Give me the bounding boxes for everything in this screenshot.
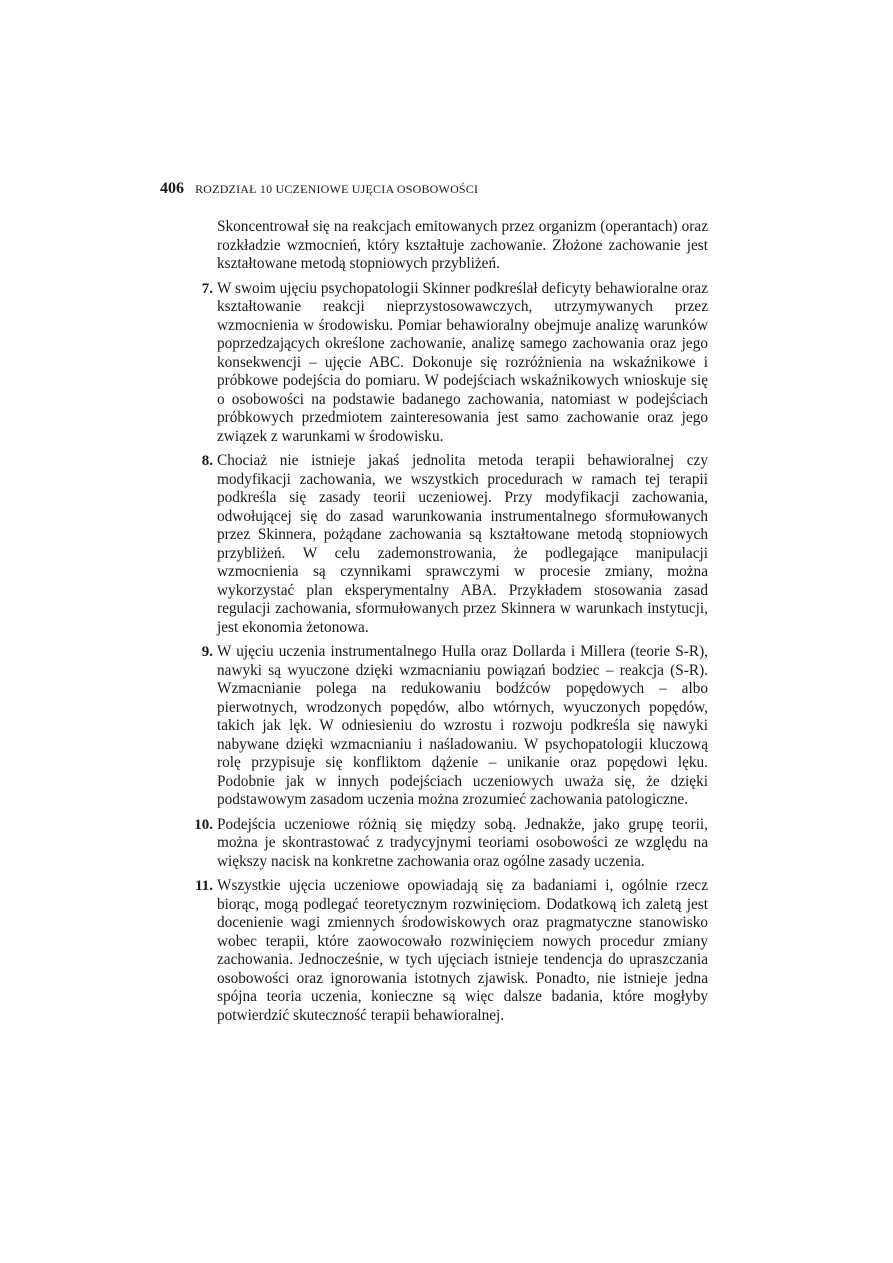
item-number: 10. [194, 816, 213, 833]
list-item-11 [189, 877, 708, 1025]
item-number: 8. [201, 453, 213, 469]
list-item-10 [189, 816, 708, 872]
item-number: 11. [195, 878, 213, 894]
running-head: ROZDZIAŁ 10 UCZENIOWE UJĘCIA OSOBOWOŚCI [195, 182, 479, 196]
item-number: 7. [201, 280, 213, 297]
item-text: Wszystkie ujęcia uczeniowe opowiadają się za badaniami i, ogólnie rzecz biorąc, mogą podlegać teoretycznym rozwinięciom. Dodatkową ich zaletą jest docenienie wagi zmiennych środowiskowych oraz pragmatyczne stanowisko wobec terapii, które zaowocowało rozwinięciem nowych procedur zmiany zachowania. Jednocześnie, w tych ujęciach istnieje tendencja do upraszczania osobowości oraz ignorowania istotnych zjawisk. Ponadto, nie istnieje jedna spójna teoria uczenia, konieczne są więc dalsze badania, które mogłyby potwierdzić skuteczność terapii behawioralnej. [217, 877, 708, 1024]
item-number: 9. [201, 644, 213, 660]
item-text: Podejścia uczeniowe różnią się między sobą. Jednakże, jako grupę teorii, można je skontrastować z tradycyjnymi teoriami osobowości ze względu na większy nacisk na konkretne zachowania oraz ogólne zasady uczenia. [217, 815, 708, 870]
summary-list [189, 218, 708, 1031]
item-text: Chociaż nie istnieje jakaś jednolita metoda terapii behawioralnej czy modyfikacji zachowania, we wszystkich procedurach w ramach tej terapii podkreśla się zasady teorii uczeniowej. Przy modyfikacji zachowania, odwołującej się do zasad warunkowania instrumentalnego sformułowanych przez Skinnera, pożądane zachowania są kształtowane metodą stopniowych przybliżeń. W celu zademonstrowania, że podlegające manipulacji wzmocnienia są czynnikami sprawczymi w procesie zmiany, można wykorzystać plan eksperymentalny ABA. Przykładem stosowania zasad regulacji zachowania, sformułowanych przez Skinnera w warunkach instytucji, jest ekonomia żetonowa. [217, 452, 708, 636]
item-text: W swoim ujęciu psychopatologii Skinner podkreślał deficyty behawioralne oraz kształtowanie reakcji nieprzystosowawczych, utrzymywanych przez wzmocnienia w środowisku. Pomiar behawioralny obejmuje analizę warunków poprzedzających określone zachowanie, analizę samego zachowania oraz jego konsekwencji – ujęcie ABC. Dokonuje się rozróżnienia na wskaźnikowe i próbkowe podejścia do pomiaru. W podejściach wskaźnikowych wnioskuje się o osobowości na podstawie badanego zachowania, natomiast w podejściach próbkowych przedmiotem zainteresowania jest samo zachowanie oraz jego związek z warunkami w środowisku. [217, 279, 708, 445]
list-item-9 [189, 643, 708, 810]
page-number: 406 [160, 180, 184, 197]
list-item-7 [189, 280, 708, 447]
item-text: W ujęciu uczenia instrumentalnego Hulla oraz Dollarda i Millera (teorie S-R), nawyki są wyuczone dzięki wzmacnianiu powiązań bodziec – reakcja (S-R). Wzmacnianie polega na redukowaniu bodźców popędowych – albo pierwotnych, wrodzonych popędów, albo wtórnych, wyuczonych popędów, takich jak lęk. W odniesieniu do wzrostu i rozwoju podkreśla się nawyki nabywane dzięki wzmacnianiu i naśladowaniu. W psychopatologii kluczową rolę przypisuje się konfliktom dążenie – unikanie oraz popędowi lęku. Podobnie jak w innych podejściach uczeniowych uważa się, że dzięki podstawowym zasadom uczenia można zrozumieć zachowania patologiczne. [217, 643, 708, 808]
page-header [160, 178, 720, 200]
continuation-paragraph: Skoncentrował się na reakcjach emitowanych przez organizm (operantach) oraz rozkładzie wzmocnień, który kształtuje zachowanie. Złożone zachowanie jest kształtowane metodą stopniowych przybliżeń. [217, 218, 708, 272]
list-item-8 [189, 452, 708, 637]
